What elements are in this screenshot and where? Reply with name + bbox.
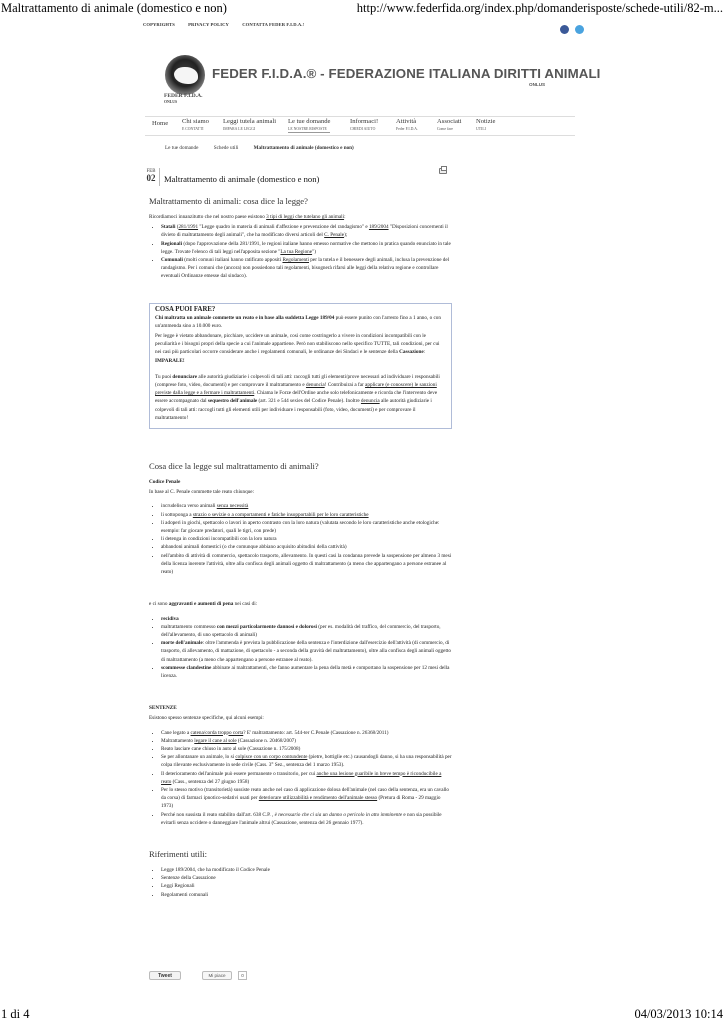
text: Ricordiamoci innanzitutto che nel nostro paese esistono — [149, 214, 267, 220]
nav-sub: UTILI — [476, 126, 486, 131]
list-item: • li adoperi in giochi, spettacolo o lavori in aperto contrasto con la loro natura (valutata secondo le loro caratteristiche anche etologiche: esempio: far giocare predatori, quali le tigri, con prede) — [161, 519, 452, 535]
codice-penale-link[interactable]: C. Penale — [324, 232, 345, 239]
box-paragraph — [155, 332, 446, 365]
list-item: • Regolamenti comunali — [161, 891, 452, 899]
nav-label: Leggi tutela animali — [223, 118, 277, 125]
page-title: Maltrattamento di animale (domestico e non) — [164, 174, 320, 184]
list-item — [161, 786, 452, 811]
text: "Disposizioni concernenti il divieto di maltrattamento degli animali", che ha modificato diversi articoli del — [161, 224, 448, 239]
list-item — [161, 639, 452, 664]
list-link[interactable]: legare il cane al sole — [194, 737, 237, 744]
bold: Cassazione — [399, 349, 424, 356]
print-header-url: http://www.federfida.org/index.php/domanderisposte/schede-utili/82-m... — [356, 1, 723, 15]
nav-label: Le tue domande — [288, 118, 331, 125]
like-button[interactable]: Mi piace — [202, 971, 232, 980]
list-item: • Statali (281/1991 "Legge quadro in materia di animali d'affezione e prevenzione del randagismo" e 189/2004 "Disposizioni concernenti il divieto di maltrattamento degli animali", che ha modificato diversi articoli del C. Penale); — [161, 223, 452, 239]
print-icon[interactable] — [439, 168, 447, 174]
print-footer-page: 1 di 4 — [1, 1007, 30, 1021]
article-date — [143, 169, 159, 183]
bold: Chi maltratta un animale commette un reato e in base alla suddetta Legge 189/04 — [155, 314, 335, 321]
box-heading: COSA PUOI FARE? — [155, 305, 216, 313]
law-281-link[interactable]: 281/1991 — [178, 224, 199, 231]
nav-sub: LE NOSTRE RISPOSTE — [288, 126, 327, 131]
list-item — [161, 623, 452, 639]
top-nav — [143, 22, 316, 27]
bold: morte dell'animale — [161, 640, 203, 647]
nav-chi-siamo[interactable] — [182, 119, 209, 132]
box-paragraph — [155, 314, 446, 330]
subheading — [149, 478, 452, 486]
list-item: • abbandoni animali domestici (o che comunque abbiano acquisito abitudini della cattività) — [161, 543, 452, 551]
label: Comunali — [161, 257, 183, 264]
nav-label: Associati — [437, 118, 462, 125]
text: : — [423, 349, 426, 356]
nav-informaci[interactable] — [350, 119, 378, 132]
top-nav-copyrights[interactable]: COPYRIGHTS — [143, 22, 175, 27]
text: (molti comuni italiani hanno ratificato appositi — [182, 257, 283, 264]
section-heading: Cosa dice la legge sul maltrattamento di animali? — [149, 461, 319, 472]
bold: recidiva — [161, 615, 179, 622]
bold: denunciare — [172, 373, 198, 380]
list-item — [161, 256, 452, 281]
date-day: 02 — [146, 173, 156, 183]
cosa-puoi-fare-box — [149, 303, 452, 429]
breadcrumb-item[interactable]: Le tue domande — [165, 145, 199, 151]
list-item — [161, 811, 452, 827]
paragraph — [149, 600, 452, 608]
nav-label: Notizie — [476, 118, 496, 125]
list-item — [161, 511, 452, 519]
text: ") — [312, 248, 316, 255]
share-buttons — [149, 971, 247, 989]
article-body — [149, 196, 452, 901]
box-paragraph — [155, 373, 446, 422]
section-heading: Maltrattamento di animali: cosa dice la legge? — [149, 196, 308, 206]
text: ! Contribuirai a far — [324, 382, 366, 389]
bold: SENTENZE — [149, 705, 177, 712]
text: : oltre l'ammenda è prevista la pubblicazione della sentenza e l'interdizione dall'esercizio dell'attività (di commercio, di trasporto, di allevamento, di mattazione, di spettacolo - a seconda della gravità del maltrattamento), oltre alla confisca degli animali oggetto di maltrattamento (a meno che appartengano a persone estranee al reato). — [161, 640, 451, 663]
date-divider — [159, 168, 160, 186]
list-item — [161, 615, 452, 623]
sentenze-list — [149, 729, 452, 827]
denuncia-link[interactable]: denuncia — [360, 398, 380, 405]
text: Se per allontanare un animale, lo si — [161, 754, 236, 761]
nav-associati[interactable] — [437, 119, 462, 132]
print-header-title: Maltrattamento di animale (domestico e non) — [1, 1, 227, 15]
section-heading: Riferimenti utili: — [149, 848, 207, 859]
nav-sub: Come fare — [437, 126, 453, 131]
text: ? E' maltrattamento: art. 544-ter C.Penale (Cassazione n. 26368/2011) — [243, 729, 389, 736]
list-item: • Sentenze della Cassazione — [161, 874, 452, 882]
text: maltrattamento commesso — [161, 623, 217, 630]
law-189-link[interactable]: 189/2004 — [368, 224, 389, 231]
tweet-button[interactable]: Tweet — [149, 971, 181, 980]
aggravanti-list — [149, 615, 452, 681]
reato-list — [149, 502, 452, 576]
text: (pietre, bottiglie etc.) causandogli danno, si ha una responsabilità per colpa rilevante esclusivamente in sede civile (Cass. 3° Sez., sentenza del 1 marzo 1953). — [161, 754, 452, 769]
list-item: • li detenga in condizioni incompatibili con la loro natura — [161, 535, 452, 543]
text: "Legge quadro in materia di animali d'affezione e prevenzione del randagismo" e — [198, 224, 369, 231]
logo-subtitle-name: FEDER F.I.D.A. — [164, 93, 203, 99]
list-item — [161, 240, 452, 256]
breadcrumb-item[interactable]: Schede utili — [213, 145, 239, 151]
text: incrudelisca verso animali — [161, 503, 217, 510]
nav-attivita[interactable] — [396, 119, 418, 132]
logo-subtitle-onlus: ONLUS — [164, 99, 178, 104]
text: (Pretura di Roma - 29 maggio 1973) — [161, 795, 441, 810]
bold: aggravanti e aumenti di pena — [168, 601, 234, 608]
text: Per legge è vietato abbandonare, picchiare, uccidere un animale, così come costringerlo a vivere in condizioni incompatibili con le peculiarità e i bisogni propri della specie a cui l'animale appartiene. Però non stabiliscono nello specifico TUTTE, tali condizioni, per cui nei casi più particolari occorre considerare anche i regolamenti comunali, le ordinanze dei Sindaci e le sentenze della — [155, 333, 440, 356]
denuncia-link[interactable]: denuncia — [305, 382, 325, 389]
list-link[interactable]: deteriorare utilizzabilità e rendimento dell'animale stesso — [258, 795, 378, 802]
regione-link[interactable]: La tua Regione — [280, 248, 313, 255]
list-item: • Legge 189/2004, che ha modificato il Codice Penale — [161, 866, 452, 874]
text: Maltrattamento — [161, 737, 195, 744]
text: Per lo stesso motivo (transitorietà) sussiste reato anche nel caso di applicazione dolosa dell'animale (nel caso della sentenza, era un cavallo da corsa) di farmaci ipnotico-sedativi usati per — [161, 786, 450, 802]
nav-sub: CHIEDI AIUTO — [350, 126, 376, 131]
subheading — [149, 704, 452, 712]
text: Perché non sussista il reato stabilito dall'art. 638 C.P. , — [161, 811, 275, 818]
bold: scommesse clandestine — [161, 664, 212, 671]
logo-onlus: ONLUS — [529, 82, 546, 87]
list-item: • Reato lasciare cane chiuso in auto al sole (Cassazione n. 175/2008) — [161, 745, 452, 753]
text: . Chiama le Forze dell'Ordine anche solo telefonicamente e ricorda che l'intervento deve essere accompagnato dal — [155, 390, 438, 405]
list-item — [161, 737, 452, 745]
list-link[interactable]: senza necessità — [216, 503, 249, 510]
list-item — [161, 664, 452, 680]
bold: sequestro dell'animale — [207, 398, 258, 405]
nav-domande[interactable] — [288, 119, 330, 133]
list-item — [161, 502, 452, 510]
label: Statali — [161, 224, 176, 231]
list-item — [161, 770, 452, 786]
text: e non sia possibile evitarli senza uccidere o danneggiare l'animale altrui (Cassazione, sentenza del 26 gennaio 1977). — [161, 811, 442, 826]
label: Regionali — [161, 240, 183, 247]
text: (dopo l'approvazione della 281/1991, le regioni italiane hanno emesso normative che mettono in pratica quando enunciato in tale legge. Trovate l'elenco di tali leggi nell'apposita sezione " — [161, 240, 451, 255]
text: ); — [344, 232, 348, 239]
nav-label: Informaci! — [350, 118, 379, 125]
text: li sottoponga a — [161, 511, 193, 518]
text: Cane legato a — [161, 729, 191, 736]
top-nav-contact[interactable]: CONTATTA FEDER F.I.D.A.! — [242, 22, 305, 27]
nav-sub: Feder F.I.D.A. — [396, 126, 418, 131]
text: (per es. modalità del traffico, del commercio, del trasporto, dell'allevamento, di uno spettacolo di animali) — [161, 623, 441, 638]
text: alle autorità giudiziarie i colpevoli di tali atti: raccogli tutti gli elementi/prove necessari ad individuare i responsabili (comprese foto, video, documenti) e per comprovare il maltrattamento e — [155, 373, 440, 389]
text: (art. 321 e 544 sexies del Codice Penale). Inoltre — [257, 398, 361, 405]
like-count: 0 — [238, 971, 247, 980]
bold: Codice Penale — [149, 479, 181, 486]
regolamenti-link[interactable]: Regolamenti — [282, 257, 309, 264]
list-item — [161, 729, 452, 737]
intro-paragraph — [149, 213, 452, 221]
list-link[interactable]: anche una lesione guaribile in breve tempo è riconducibile a reato — [161, 770, 442, 785]
breadcrumb-current: Maltrattamento di animale (domestico e non) — [253, 145, 354, 151]
nav-sub: IMPARA LE LEGGI — [223, 126, 256, 131]
nav-notizie[interactable] — [476, 119, 495, 132]
nav-home-label: Home — [152, 120, 169, 127]
text: alle autorità giudiziarie i colpevoli di tali atti: raccogli tutti gli elementi utili per individuare i responsabili (foto, video, documenti) e per comprovare il maltrattamento! — [155, 398, 432, 421]
bold: IMPARALE! — [155, 357, 185, 364]
text: può essere punito con l'arresto fino a 1 anno, o con un'ammenda sino a 10.000 euro. — [155, 314, 441, 329]
text: Tu puoi — [155, 373, 173, 380]
list-item: • nell'ambito di attività di commercio, spettacolo trasporto, allevamento. In questi casi la condanna prevede la sospensione per almeno 3 mesi della licenza inerente l'attività, oltre alla confisca degli animali oggetto di maltrattamento (a meno che appartengano a persone estranee al reato) — [161, 552, 452, 577]
text: (Cassazione n. 20468/2007) — [236, 737, 296, 744]
date-month: FEB — [146, 169, 156, 174]
logo-text[interactable]: FEDER F.I.D.A.® - FEDERAZIONE ITALIANA DIRITTI ANIMALI — [212, 66, 601, 81]
list-item: • Leggi Regionali — [161, 882, 452, 890]
sanzioni-link[interactable]: applicare (e conoscere) le sanzioni previste dalla legge e a fermare i maltrattamenti — [155, 382, 437, 397]
text: e ci sono — [149, 601, 169, 608]
facebook-icon[interactable] — [560, 25, 569, 34]
paragraph: In base al C. Penale commette tale reato chiunque: — [149, 489, 255, 496]
text: (Cass., sentenza del 27 giugno 1958) — [171, 778, 250, 785]
text: abbinate ai maltrattamenti, che fanno aumentare la pena della metà e comportano la sospensione per 12 mesi della licenza. — [161, 664, 450, 679]
list-link[interactable]: catena/corda troppo corta — [190, 729, 244, 736]
print-footer-datetime: 04/03/2013 10:14 — [634, 1007, 723, 1021]
nav-leggi[interactable] — [223, 119, 276, 132]
main-nav — [145, 116, 575, 136]
nav-label: Chi siamo — [182, 118, 209, 125]
list-link[interactable]: strazio o sevizie o a comportamenti e fatiche insopportabili per le loro caratteristiche — [192, 511, 369, 518]
laws-link[interactable]: 3 tipi di leggi che tutelano gli animali — [266, 214, 345, 220]
text: Il deterioramento dell'animale può essere permanente o transitorio, per cui — [161, 770, 317, 777]
social-links — [558, 20, 584, 38]
top-nav-privacy[interactable]: PRIVACY POLICY — [188, 22, 229, 27]
list-item — [161, 753, 452, 769]
bold: con mezzi particolarmente dannosi e dolorosi — [216, 623, 317, 630]
riferimenti-list — [149, 866, 452, 899]
text: : — [344, 214, 346, 220]
nav-label: Attività — [396, 118, 417, 125]
nav-sub: E CONTATTI — [182, 126, 204, 131]
list-link[interactable]: colpisce con un corpo contundente — [235, 754, 308, 761]
italic: è necessario che ci sia un danno o pericolo in atto imminente — [274, 811, 403, 818]
nav-home[interactable] — [152, 121, 168, 128]
logo-subtitle — [164, 94, 202, 105]
law-types-list — [149, 223, 452, 280]
logo-animal-icon[interactable] — [165, 55, 205, 95]
breadcrumb — [165, 145, 354, 151]
text: nei casi di: — [233, 601, 258, 608]
text: per la tutela e il benessere degli animali, inclusa la prevenzione del randagismo. Per i comuni che (ancora) non possiedono tali regolamenti, bisognerà rifarsi alle leggi della relativa regione e controllare eventuali Ordinanze emesse dal sindaco). — [161, 257, 450, 280]
twitter-icon[interactable] — [575, 25, 584, 34]
paragraph: Esistono spesso sentenze specifiche, qui alcuni esempi: — [149, 715, 264, 722]
